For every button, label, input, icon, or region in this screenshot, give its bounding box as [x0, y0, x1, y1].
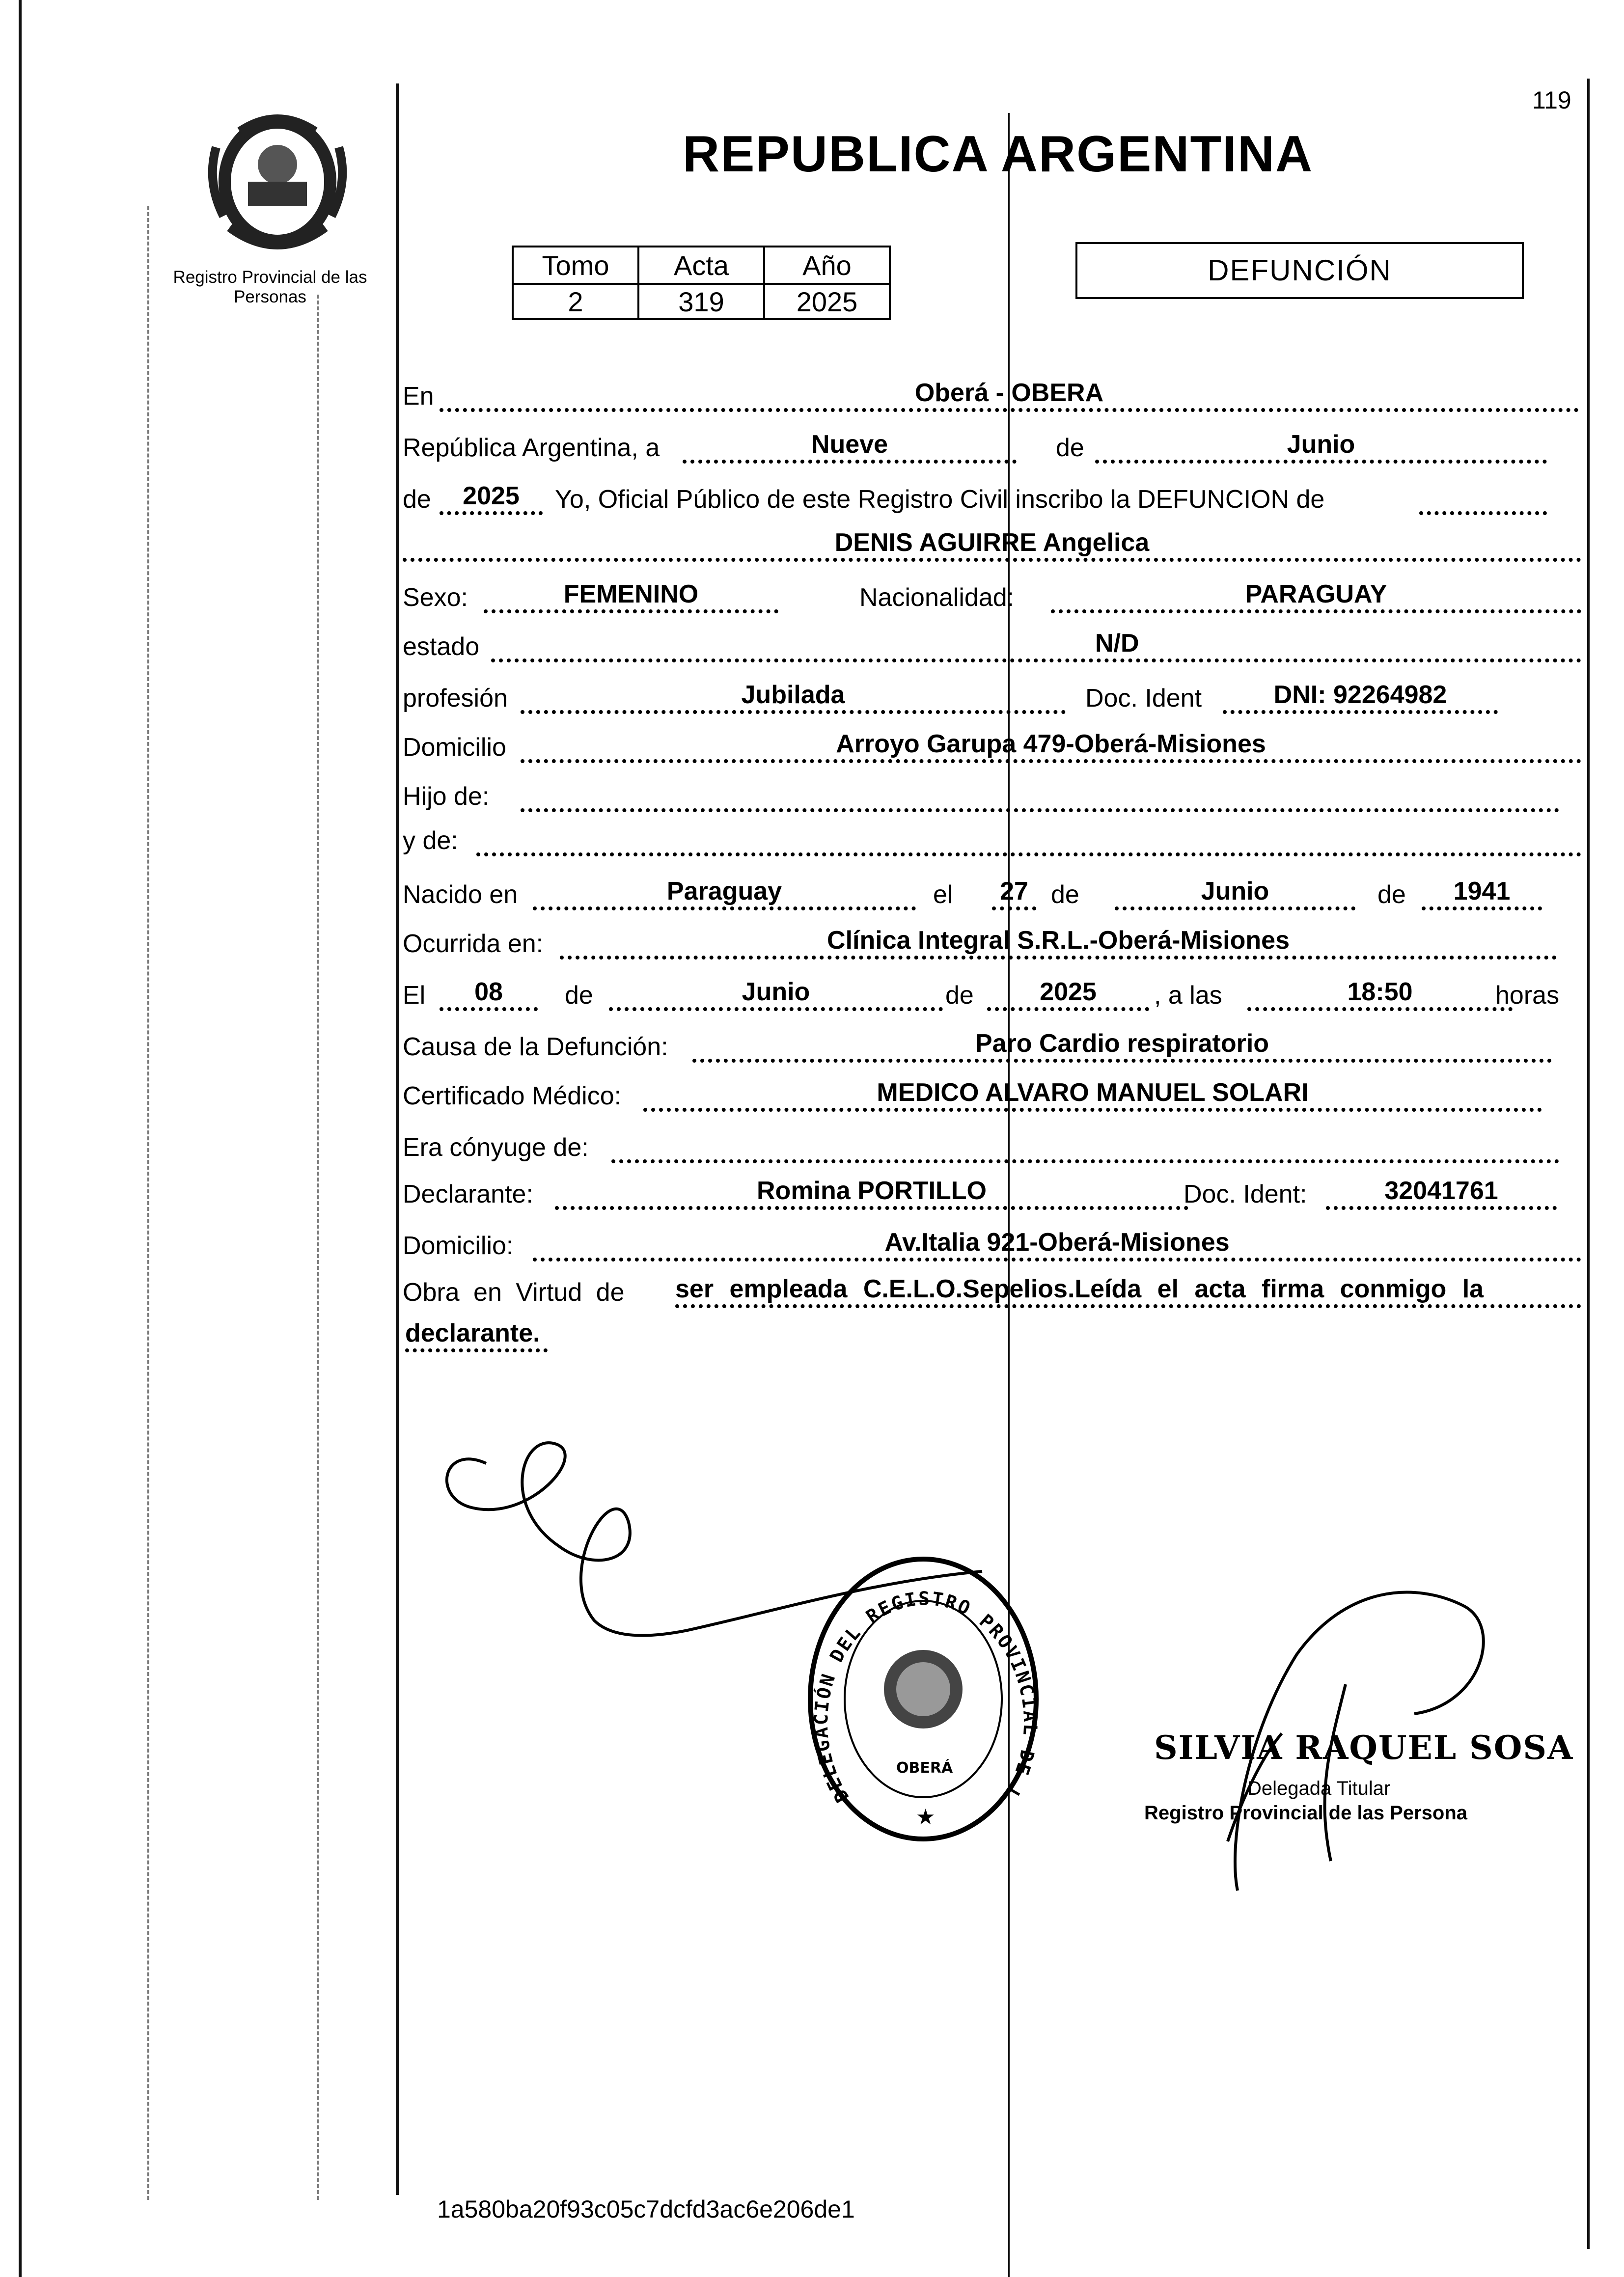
anio-header: Año [764, 247, 890, 284]
decl-dom-label: Domicilio: [403, 1232, 514, 1260]
oficial-blank [1419, 481, 1547, 515]
birth-day: 27 [992, 876, 1036, 910]
decl-doc-label: Doc. Ident: [1184, 1180, 1307, 1208]
causa-label: Causa de la Defunción: [403, 1033, 668, 1061]
form-right-border [1587, 79, 1590, 2249]
en-label: En [403, 382, 434, 411]
day-text: Nueve [683, 429, 1017, 464]
hijo-value [521, 778, 1559, 812]
document-hash: 1a580ba20f93c05c7dcfd3ac6e206de1 [437, 2195, 855, 2223]
birth-year: 1941 [1422, 876, 1542, 910]
decl-doc-value: 32041761 [1326, 1176, 1557, 1210]
death-day: 08 [440, 977, 538, 1011]
official-stamp [796, 1542, 1051, 1856]
row-republica [403, 422, 1581, 466]
row-causa [403, 1021, 1581, 1066]
declarante-label: Declarante: [403, 1180, 533, 1208]
doc-value: DNI: 92264982 [1223, 680, 1498, 714]
row-profesion [403, 673, 1581, 717]
ocurrida-label: Ocurrida en: [403, 930, 544, 958]
tomo-header: Tomo [513, 247, 638, 284]
certificado-value: MEDICO ALVARO MANUEL SOLARI [643, 1077, 1542, 1112]
birth-month: Junio [1115, 876, 1355, 910]
conyuge-label: Era cónyuge de: [403, 1133, 589, 1162]
estado-value-text: N/D [1095, 629, 1139, 658]
ocurrida-value: Clínica Integral S.R.L.-Oberá-Misiones [560, 925, 1557, 960]
stamp-text: DELEGACIÓN DEL REGISTRO PROVINCIAL DE L [810, 1588, 1042, 1807]
row-en [403, 371, 1581, 415]
conyuge-value [611, 1129, 1559, 1163]
row-declarante [403, 1169, 1581, 1213]
estado-label: estado [403, 632, 480, 661]
alas-label: , a las [1154, 981, 1222, 1010]
republica-label: República Argentina, a [403, 434, 660, 462]
row-estado [403, 621, 1581, 665]
stamp-city: OBERÁ [896, 1759, 953, 1777]
el-label: el [933, 880, 953, 909]
yde-label: y de: [403, 826, 458, 855]
obra-value: ser empleada C.E.L.O.Sepelios.Leída el acta firma conmigo la [675, 1274, 1581, 1308]
row-oficial [403, 474, 1581, 518]
year-de-label: de [403, 485, 431, 514]
nacionalidad-label: Nacionalidad: [859, 583, 1015, 612]
nacido-label: Nacido en [403, 880, 518, 909]
deceased-name: DENIS AGUIRRE Angelica [403, 527, 1581, 562]
signatory-title: Delegada Titular [1247, 1778, 1391, 1799]
reference-table [512, 246, 891, 320]
domicilio-label: Domicilio [403, 733, 506, 762]
de-label: de [1056, 434, 1084, 462]
profesion-value: Jubilada [521, 680, 1066, 714]
declarante-value: Romina PORTILLO [555, 1176, 1188, 1210]
oficial-text: Yo, Oficial Público de este Registro Civil inscribo la DEFUNCION de [555, 485, 1325, 514]
sexo-label: Sexo: [403, 583, 468, 612]
El-label: El [403, 981, 426, 1010]
stamp-star-icon: ★ [916, 1805, 936, 1830]
birth-de2: de [1377, 880, 1406, 909]
row-obra-2 [403, 1311, 1581, 1355]
row-yde [403, 815, 1581, 859]
row-certificado [403, 1070, 1581, 1115]
acta-header: Acta [638, 247, 764, 284]
row-sexo [403, 572, 1581, 616]
row-conyuge [403, 1122, 1581, 1166]
death-year: 2025 [987, 977, 1149, 1011]
en-value: Oberá - OBERA [440, 378, 1579, 412]
page-title: REPUBLICA ARGENTINA [683, 126, 1314, 183]
sexo-value: FEMENINO [484, 579, 778, 613]
domicilio-value: Arroyo Garupa 479-Oberá-Misiones [521, 729, 1581, 763]
estado-value [491, 628, 1581, 662]
horas-label: horas [1495, 981, 1560, 1010]
signatory-name: SILVIA RAQUEL SOSA [1154, 1728, 1574, 1767]
causa-value: Paro Cardio respiratorio [692, 1028, 1552, 1063]
month-text: Junio [1095, 429, 1547, 464]
page-number: 119 [1532, 86, 1571, 114]
row-fecha-defuncion [403, 970, 1581, 1014]
birth-de1: de [1051, 880, 1079, 909]
death-de2: de [945, 981, 974, 1010]
perforation-1 [147, 206, 149, 2200]
obra-label: Obra en Virtud de [403, 1278, 625, 1307]
obra-value-2: declarante. [405, 1318, 548, 1352]
hijo-label: Hijo de: [403, 782, 490, 811]
anio-value: 2025 [764, 284, 890, 319]
form-left-border [396, 83, 399, 2195]
row-nacido [403, 869, 1581, 913]
document-type-box: DEFUNCIÓN [1075, 242, 1524, 299]
left-scan-border [19, 0, 22, 2277]
row-domicilio [403, 722, 1581, 766]
acta-value: 319 [638, 284, 764, 319]
decl-dom-value: Av.Italia 921-Oberá-Misiones [533, 1227, 1581, 1262]
perforation-2 [317, 295, 319, 2200]
row-decl-domicilio [403, 1220, 1581, 1264]
misiones-coat-of-arms-logo [196, 103, 358, 260]
row-deceased [403, 521, 1581, 565]
death-month: Junio [609, 977, 943, 1011]
certificado-label: Certificado Médico: [403, 1082, 622, 1110]
registry-name: Registro Provincial de las Personas [173, 268, 367, 306]
year-value: 2025 [440, 481, 543, 515]
signatory-registry: Registro Provincial de las Persona [1144, 1802, 1468, 1824]
nacionalidad-value: PARAGUAY [1051, 579, 1581, 613]
row-ocurrida [403, 918, 1581, 962]
death-time: 18:50 [1247, 977, 1513, 1011]
death-de1: de [565, 981, 593, 1010]
tomo-value: 2 [513, 284, 638, 319]
row-hijo [403, 771, 1581, 815]
doc-label: Doc. Ident [1085, 684, 1202, 713]
row-obra [403, 1267, 1581, 1311]
profesion-label: profesión [403, 684, 508, 713]
yde-value [476, 822, 1581, 856]
nacido-value: Paraguay [533, 876, 916, 910]
